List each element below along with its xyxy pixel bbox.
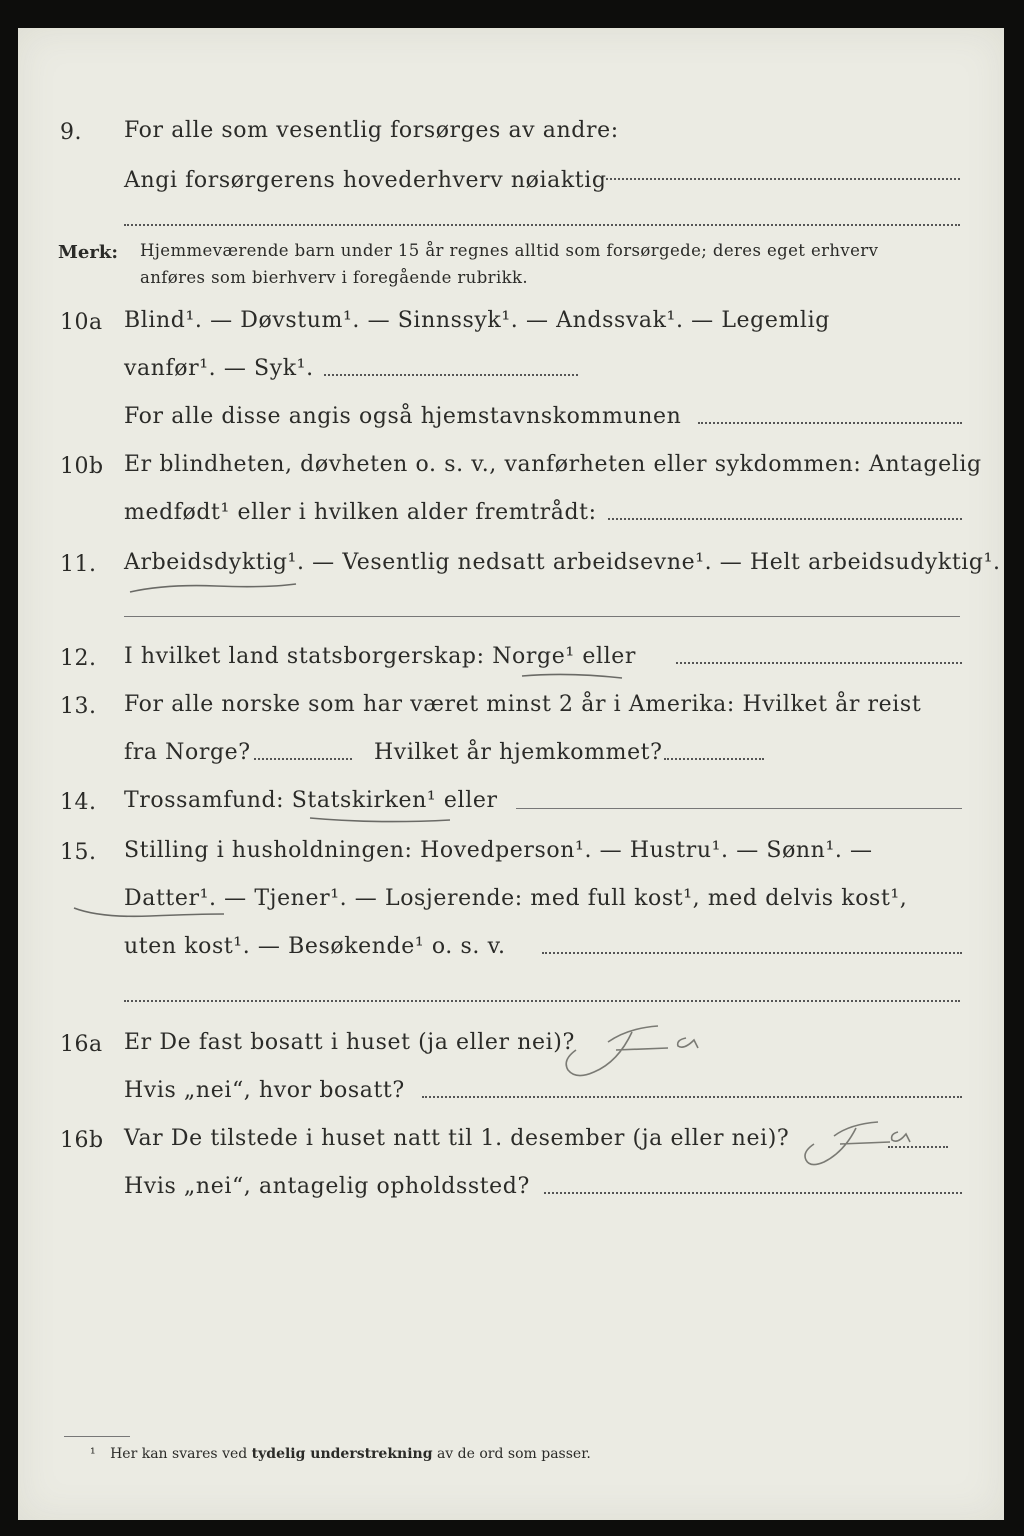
q10b-number: 10b (60, 454, 104, 479)
q15-line2: Datter¹. — Tjener¹. — Losjerende: med full kost¹, med delvis kost¹, (124, 886, 908, 911)
q9-line2: Angi forsørgerens hovederhverv nøiaktig (124, 168, 607, 193)
q10b-answer-line[interactable] (608, 518, 962, 520)
q16b-line1: Var De tilstede i huset natt til 1. desember (ja eller nei)? (124, 1126, 790, 1151)
q15-answer-line[interactable] (542, 952, 962, 954)
q16a-number: 16a (60, 1032, 103, 1057)
merk-label: Merk: (58, 242, 118, 263)
q15-line3: uten kost¹. — Besøkende¹ o. s. v. (124, 934, 506, 959)
q13-line1: For alle norske som har været minst 2 år i Amerika: Hvilket år reist (124, 692, 922, 717)
footnote-text-a: Her kan svares ved (110, 1446, 252, 1462)
q12-line1: I hvilket land statsborgerskap: Norge¹ eller (124, 644, 636, 669)
q14-number: 14. (60, 790, 97, 815)
q13-line2a: fra Norge? (124, 740, 251, 765)
q10a-line3: For alle disse angis også hjemstavnskommunen (124, 404, 682, 429)
merk-line2: anføres som bierhverv i foregående rubrikk. (140, 268, 529, 287)
q15-answer-line-2[interactable] (124, 1000, 960, 1002)
q9-answer-line-2[interactable] (124, 224, 960, 226)
q13-reist-line[interactable] (254, 758, 352, 760)
merk-line1: Hjemmeværende barn under 15 år regnes alltid som forsørgede; deres eget erhverv (140, 241, 879, 260)
q11-answer-line[interactable] (124, 616, 960, 617)
q13-line2b: Hvilket år hjemkommet? (374, 740, 663, 765)
q16a-handwritten-answer (548, 1022, 718, 1088)
footnote-rule (64, 1436, 130, 1437)
q10b-line2: medfødt¹ eller i hvilken alder fremtrådt: (124, 500, 597, 525)
q16a-bosatt-line[interactable] (422, 1096, 962, 1098)
footnote (90, 1446, 591, 1462)
q16a-line1: Er De fast bosatt i huset (ja eller nei)? (124, 1030, 575, 1055)
q16b-handwritten-answer (794, 1118, 934, 1178)
q9-line1: For alle som vesentlig forsørges av andre: (124, 118, 619, 143)
q10a-number: 10a (60, 310, 103, 335)
footnote-text-c: av de ord som passer. (432, 1446, 591, 1462)
q14-line1: Trossamfund: Statskirken¹ eller (124, 788, 498, 813)
q12-handwritten-underline (518, 670, 628, 686)
q15-number: 15. (60, 840, 97, 865)
q9-answer-line[interactable] (606, 178, 960, 180)
q16b-answer-line[interactable] (888, 1146, 948, 1148)
q16b-number: 16b (60, 1128, 104, 1153)
q11-line1: Arbeidsdyktig¹. — Vesentlig nedsatt arbeidsevne¹. — Helt arbeidsudyktig¹. (124, 550, 1001, 575)
census-form-page (18, 28, 1004, 1520)
q11-number: 11. (60, 552, 97, 577)
q15-line1: Stilling i husholdningen: Hovedperson¹. — Hustru¹. — Sønn¹. — (124, 838, 873, 863)
q16b-line2: Hvis „nei“, antagelig opholdssted? (124, 1174, 530, 1199)
q10a-answer-line[interactable] (324, 374, 578, 376)
q10a-hjemstavn-line[interactable] (698, 422, 962, 424)
q16b-opholdssted-line[interactable] (544, 1192, 962, 1194)
q10a-line2: vanfør¹. — Syk¹. (124, 356, 314, 381)
q13-number: 13. (60, 694, 97, 719)
q14-handwritten-underline (306, 812, 456, 828)
q12-answer-line[interactable] (676, 662, 962, 664)
q15-handwritten-underline (70, 902, 230, 924)
q10b-line1: Er blindheten, døvheten o. s. v., vanførheten eller sykdommen: Antagelig (124, 452, 982, 477)
q16a-line2: Hvis „nei“, hvor bosatt? (124, 1078, 405, 1103)
q14-answer-line[interactable] (516, 808, 962, 809)
q9-number: 9. (60, 120, 82, 145)
footnote-text-b: tydelig understrekning (251, 1446, 433, 1462)
q10a-line1: Blind¹. — Døvstum¹. — Sinnssyk¹. — Andssvak¹. — Legemlig (124, 308, 830, 333)
q13-hjemkommet-line[interactable] (664, 758, 764, 760)
q12-number: 12. (60, 646, 97, 671)
q11-handwritten-underline (126, 576, 306, 600)
footnote-mark: ¹ (90, 1446, 96, 1462)
